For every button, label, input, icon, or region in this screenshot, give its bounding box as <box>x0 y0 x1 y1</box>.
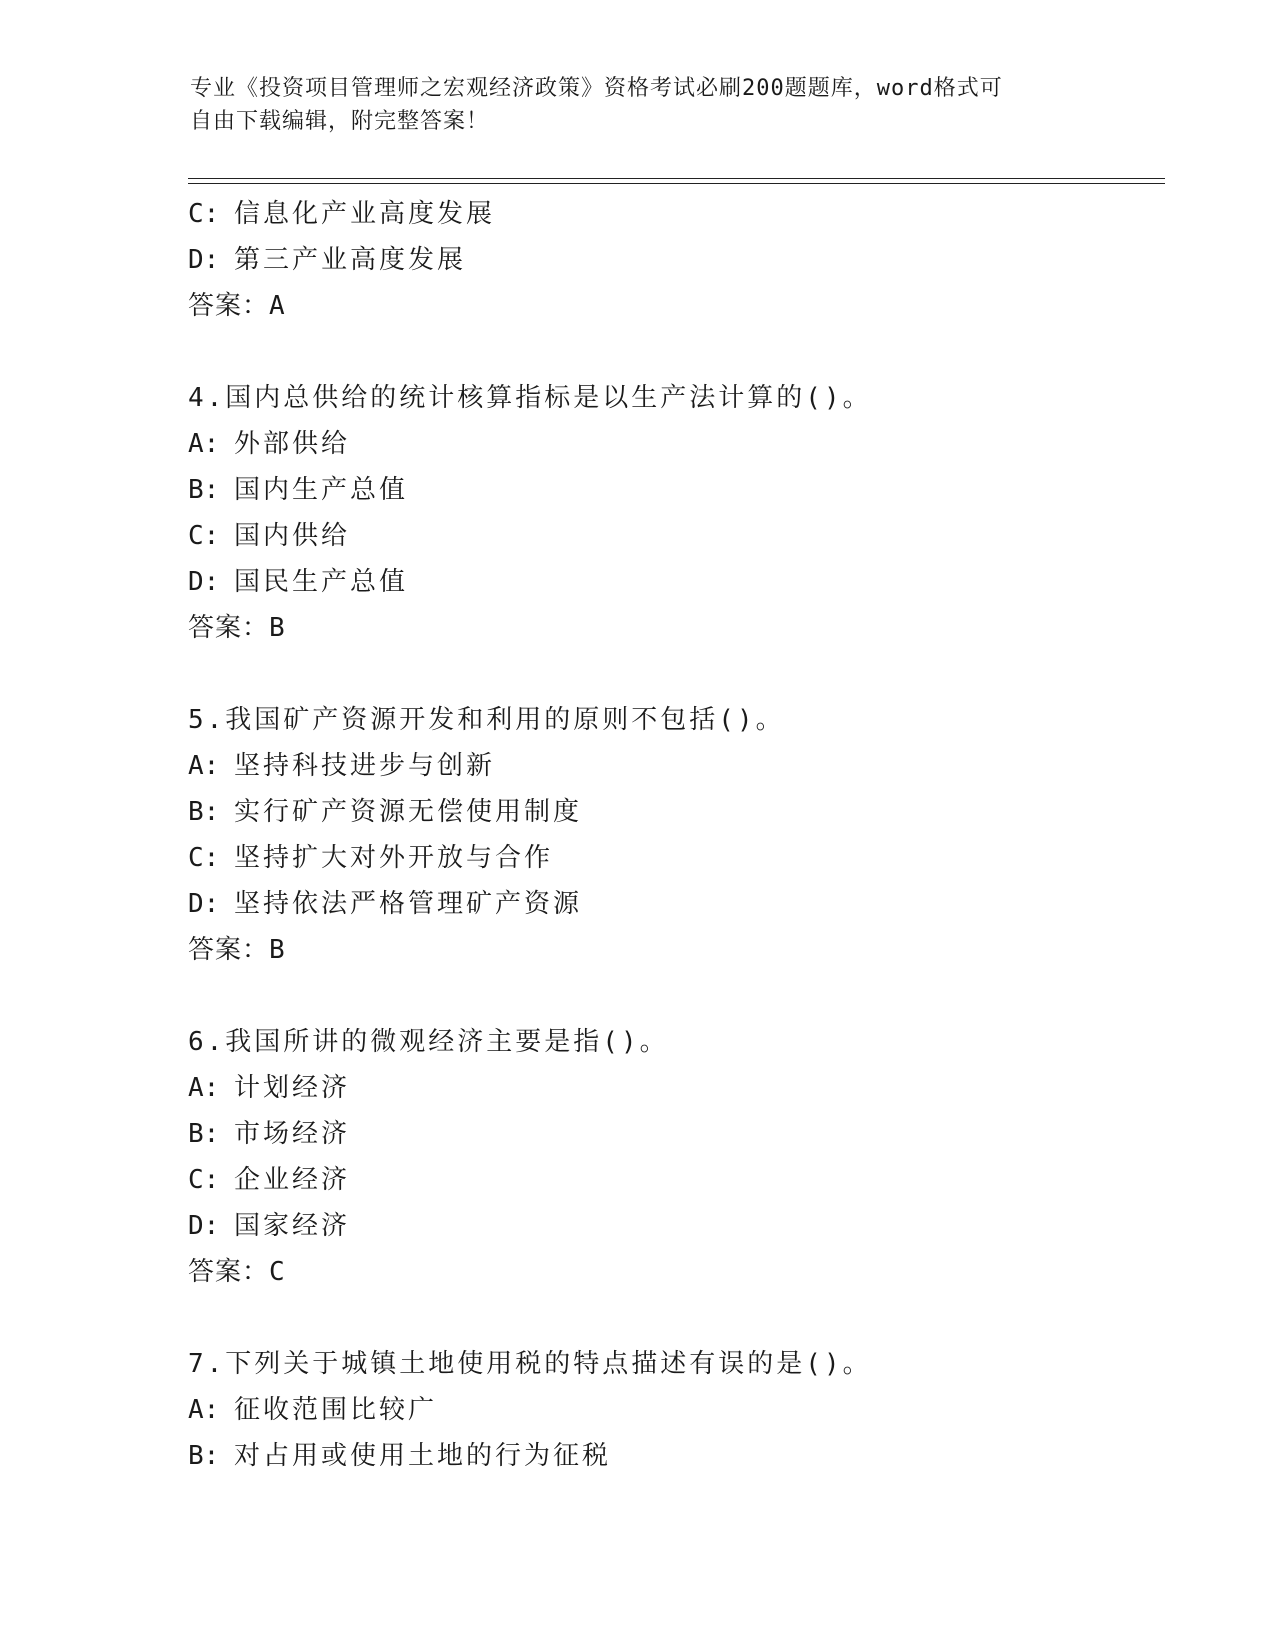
answer-line: 答案：A <box>188 291 286 321</box>
option-line <box>188 743 1148 789</box>
question-stem: 4.国内总供给的统计核算指标是以生产法计算的()。 <box>188 383 872 413</box>
spacer <box>188 651 1148 697</box>
option-line <box>188 835 1148 881</box>
spacer <box>188 1295 1148 1341</box>
option-line <box>188 1111 1148 1157</box>
answer-line: 答案：B <box>188 613 286 643</box>
option-key: A: <box>188 429 220 459</box>
option-text: 外部供给 <box>234 429 351 459</box>
option-line <box>188 1203 1148 1249</box>
option-line <box>188 467 1148 513</box>
option-key: C: <box>188 1165 220 1195</box>
option-line <box>188 191 1148 237</box>
option-key: B: <box>188 475 220 505</box>
option-text: 第三产业高度发展 <box>234 245 467 275</box>
option-key: C: <box>188 843 220 873</box>
option-line <box>188 237 1148 283</box>
option-key: D: <box>188 1211 220 1241</box>
answer-line: 答案：B <box>188 935 286 965</box>
spacer <box>188 329 1148 375</box>
answer-line: 答案：C <box>188 1257 286 1287</box>
option-text: 坚持科技进步与创新 <box>234 751 496 781</box>
option-key: D: <box>188 889 220 919</box>
option-text: 坚持扩大对外开放与合作 <box>234 843 554 873</box>
option-text: 实行矿产资源无偿使用制度 <box>234 797 583 827</box>
option-key: C: <box>188 199 220 229</box>
question-stem: 7.下列关于城镇土地使用税的特点描述有误的是()。 <box>188 1349 872 1379</box>
option-line <box>188 421 1148 467</box>
option-text: 国内供给 <box>234 521 351 551</box>
header-line-2: 自由下载编辑，附完整答案！ <box>190 109 490 134</box>
option-line <box>188 559 1148 605</box>
option-text: 征收范围比较广 <box>234 1395 438 1425</box>
header-line-1: 专业《投资项目管理师之宏观经济政策》资格考试必刷200题题库，word格式可 <box>190 76 1003 101</box>
option-key: D: <box>188 567 220 597</box>
option-line <box>188 1157 1148 1203</box>
option-key: A: <box>188 1395 220 1425</box>
option-line <box>188 789 1148 835</box>
option-key: A: <box>188 1073 220 1103</box>
option-text: 市场经济 <box>234 1119 351 1149</box>
option-line <box>188 513 1148 559</box>
header-divider-bottom <box>188 183 1165 184</box>
option-text: 国民生产总值 <box>234 567 409 597</box>
question-stem: 6.我国所讲的微观经济主要是指()。 <box>188 1027 669 1057</box>
option-key: C: <box>188 521 220 551</box>
spacer <box>188 973 1148 1019</box>
option-line <box>188 1065 1148 1111</box>
option-text: 国家经济 <box>234 1211 351 1241</box>
option-key: B: <box>188 797 220 827</box>
option-key: D: <box>188 245 220 275</box>
question-stem: 5.我国矿产资源开发和利用的原则不包括()。 <box>188 705 785 735</box>
option-key: B: <box>188 1441 220 1471</box>
header-divider-top <box>188 178 1165 179</box>
option-text: 坚持依法严格管理矿产资源 <box>234 889 583 919</box>
option-text: 计划经济 <box>234 1073 351 1103</box>
option-text: 对占用或使用土地的行为征税 <box>234 1441 612 1471</box>
document-header <box>190 72 1090 138</box>
option-key: A: <box>188 751 220 781</box>
option-line <box>188 881 1148 927</box>
option-line <box>188 1433 1148 1479</box>
option-text: 国内生产总值 <box>234 475 409 505</box>
option-key: B: <box>188 1119 220 1149</box>
option-text: 企业经济 <box>234 1165 351 1195</box>
option-text: 信息化产业高度发展 <box>234 199 496 229</box>
question-list <box>188 191 1148 1479</box>
option-line <box>188 1387 1148 1433</box>
